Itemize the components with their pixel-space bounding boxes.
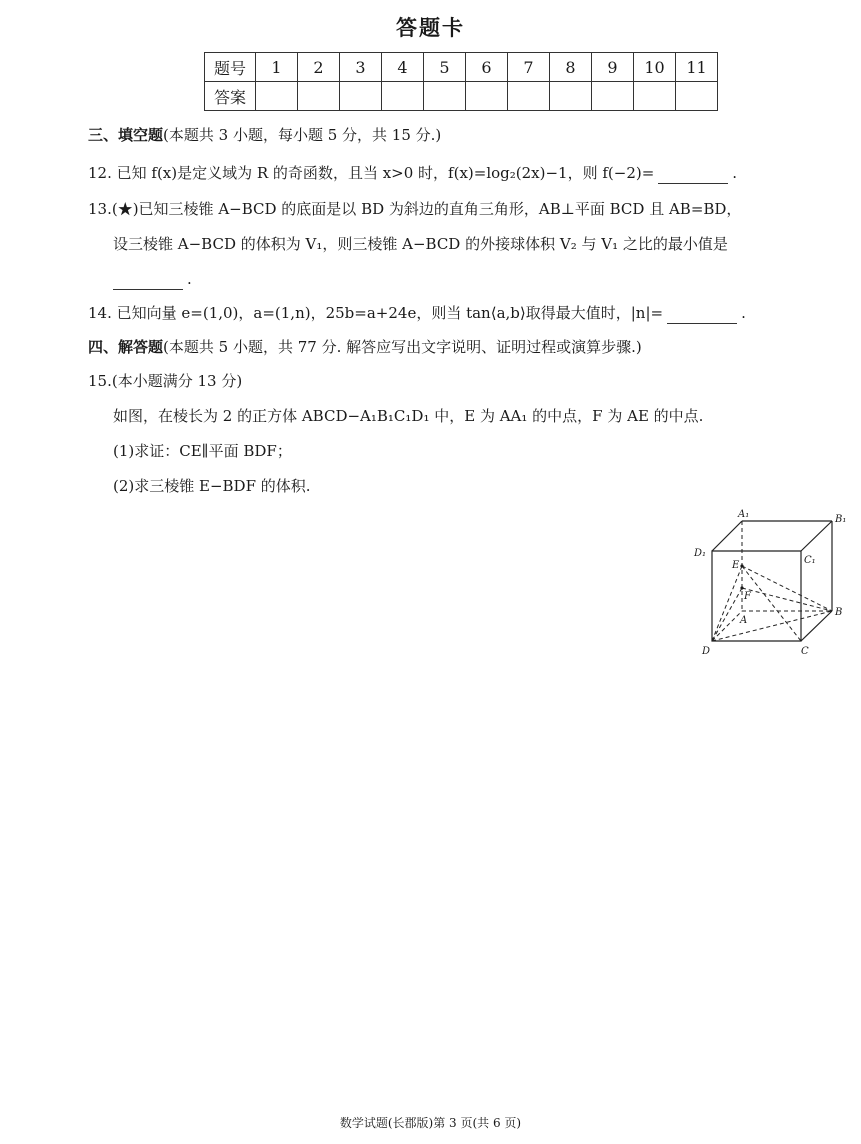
cube-front-face xyxy=(712,551,801,641)
question-number-cell: 7 xyxy=(508,53,550,82)
question-15-header: 15.(本小题满分 13 分) xyxy=(88,372,243,390)
label-a: A xyxy=(740,615,748,626)
label-d1: D₁ xyxy=(694,548,707,559)
question-15-stem: 如图，在棱长为 2 的正方体 ABCD−A₁B₁C₁D₁ 中，E 为 AA₁ 的中点，F 为 AE 的中点. xyxy=(113,407,704,425)
answer-blank[interactable] xyxy=(667,305,737,324)
question-13-end: . xyxy=(187,270,192,288)
question-14-end: . xyxy=(741,304,746,322)
question-number-cell: 1 xyxy=(256,53,298,82)
question-12 xyxy=(88,162,737,184)
question-number-cell: 8 xyxy=(550,53,592,82)
question-13-blank-line xyxy=(113,268,192,290)
question-13-line-2: 设三棱锥 A−BCD 的体积为 V₁，则三棱锥 A−BCD 的外接球体积 V₂ 与 V₁ 之比的最小值是 xyxy=(113,235,728,253)
label-b: B xyxy=(835,607,843,618)
question-number-cell: 3 xyxy=(340,53,382,82)
answer-cell[interactable] xyxy=(298,82,340,111)
question-14 xyxy=(88,302,746,324)
page-footer: 数学试题(长郡版)第 3 页(共 6 页) xyxy=(339,1116,522,1130)
question-15-part-1: (1)求证：CE∥平面 BDF； xyxy=(113,442,292,460)
section-4-heading xyxy=(88,336,642,358)
section-4-note: (本题共 5 小题，共 77 分. 解答应写出文字说明、证明过程或演算步骤.) xyxy=(163,338,642,356)
label-c1: C₁ xyxy=(804,555,816,566)
label-f: F xyxy=(744,591,751,602)
question-12-text: 12. 已知 f(x)是定义域为 R 的奇函数，且当 x>0 时，f(x)=log₂(2x)−1，则 f(−2)= xyxy=(88,164,655,182)
answer-cell[interactable] xyxy=(382,82,424,111)
segment-f-b xyxy=(742,588,832,611)
label-c: C xyxy=(801,646,809,657)
label-d: D xyxy=(702,646,711,657)
answer-table-row-label: 答案 xyxy=(205,82,256,111)
label-b1: B₁ xyxy=(835,514,847,525)
point-e xyxy=(740,564,743,567)
answer-cell[interactable] xyxy=(550,82,592,111)
question-number-cell: 4 xyxy=(382,53,424,82)
answer-cell[interactable] xyxy=(676,82,718,111)
segment-e-b xyxy=(742,566,832,611)
edge-c-b xyxy=(801,611,832,641)
answer-table-number-row xyxy=(205,53,718,82)
answer-table xyxy=(204,52,718,111)
answer-cell[interactable] xyxy=(256,82,298,111)
question-number-cell: 5 xyxy=(424,53,466,82)
segment-e-d xyxy=(712,566,742,641)
answer-blank[interactable] xyxy=(658,165,728,184)
answer-cell[interactable] xyxy=(340,82,382,111)
answer-table-row-label: 题号 xyxy=(205,53,256,82)
question-15-part-2: (2)求三棱锥 E−BDF 的体积. xyxy=(113,477,311,495)
question-number-cell: 6 xyxy=(466,53,508,82)
label-a1: A₁ xyxy=(738,509,750,520)
point-f xyxy=(740,586,743,589)
page-title: 答题卡 xyxy=(396,16,465,40)
segment-e-c xyxy=(742,566,801,641)
question-13-line-1: 13.(★)已知三棱锥 A−BCD 的底面是以 BD 为斜边的直角三角形，AB⊥平面 BCD 且 AB=BD， xyxy=(88,200,742,218)
section-3-title: 三、填空题 xyxy=(88,126,164,144)
segment-d-b xyxy=(712,611,832,641)
question-number-cell: 2 xyxy=(298,53,340,82)
segment-f-d xyxy=(712,588,742,641)
label-e: E xyxy=(732,560,740,571)
edge-c1-b1 xyxy=(801,521,832,551)
question-number-cell: 9 xyxy=(592,53,634,82)
answer-cell[interactable] xyxy=(508,82,550,111)
cube-figure xyxy=(690,505,850,665)
answer-cell[interactable] xyxy=(466,82,508,111)
section-4-title: 四、解答题 xyxy=(88,338,164,356)
answer-cell[interactable] xyxy=(424,82,466,111)
edge-d1-a1 xyxy=(712,521,742,551)
question-14-text: 14. 已知向量 e=(1,0)，a=(1,n)，25b=a+24e，则当 tan⟨a,b⟩取得最大值时，|n|= xyxy=(88,304,664,322)
answer-cell[interactable] xyxy=(592,82,634,111)
question-number-cell: 10 xyxy=(634,53,676,82)
answer-blank[interactable] xyxy=(113,271,183,290)
answer-table-answer-row xyxy=(205,82,718,111)
answer-cell[interactable] xyxy=(634,82,676,111)
section-3-heading xyxy=(88,124,441,146)
question-number-cell: 11 xyxy=(676,53,718,82)
section-3-note: (本题共 3 小题，每小题 5 分，共 15 分.) xyxy=(163,126,442,144)
question-12-end: . xyxy=(732,164,738,182)
